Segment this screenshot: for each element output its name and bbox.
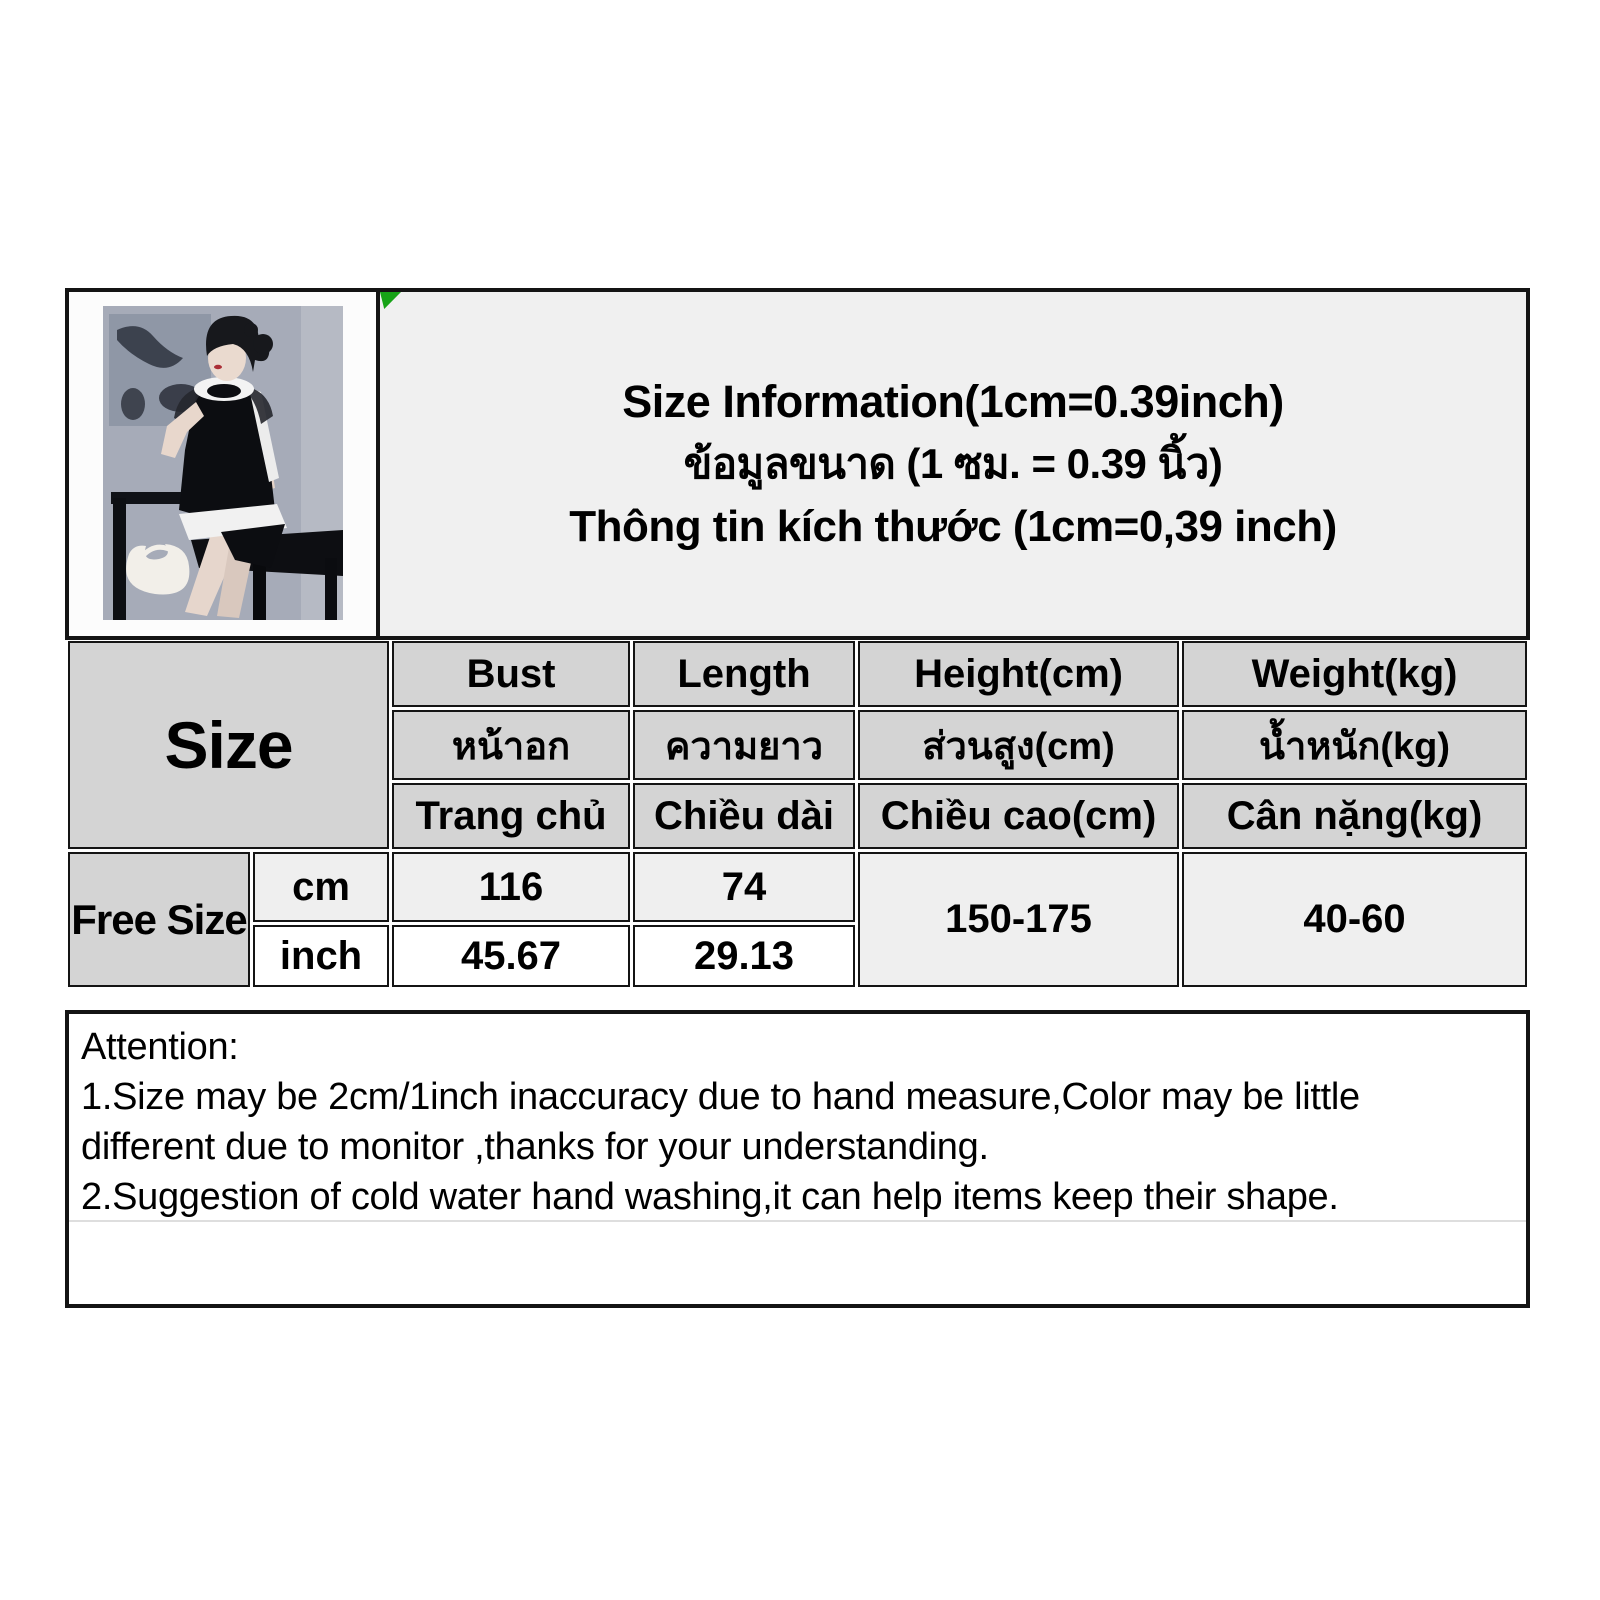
product-photo (103, 306, 343, 620)
size-corner-cell: Size (68, 641, 389, 849)
title-cell (380, 292, 1526, 636)
cell-weight-range: 40-60 (1182, 852, 1527, 987)
col-header-bust-th: หน้าอก (392, 710, 630, 780)
col-header-height-en: Height(cm) (858, 641, 1179, 707)
unit-label-cm: cm (253, 852, 389, 922)
header-section (65, 288, 1530, 640)
cell-bust-cm: 116 (392, 852, 630, 922)
cell-length-inch: 29.13 (633, 925, 855, 987)
cell-length-cm: 74 (633, 852, 855, 922)
title-english: Size Information(1cm=0.39inch) (622, 375, 1284, 427)
col-header-bust-en: Bust (392, 641, 630, 707)
title-thai: ข้อมูลขนาด (1 ซม. = 0.39 นิ้ว) (683, 440, 1223, 488)
product-photo-cell (69, 292, 380, 636)
col-header-height-th: ส่วนสูง(cm) (858, 710, 1179, 780)
green-corner-marker-icon (380, 292, 401, 309)
title-vietnamese: Thông tin kích thước (1cm=0,39 inch) (569, 501, 1337, 551)
col-header-weight-en: Weight(kg) (1182, 641, 1527, 707)
size-chart-sheet (65, 288, 1530, 1310)
attention-heading: Attention: (81, 1026, 239, 1068)
col-header-length-vi: Chiều dài (633, 783, 855, 849)
attention-note-2: 2.Suggestion of cold water hand washing,it can help items keep their shape. (81, 1176, 1339, 1218)
cell-height-range: 150-175 (858, 852, 1179, 987)
cell-bust-inch: 45.67 (392, 925, 630, 987)
size-table (65, 638, 1530, 990)
col-header-weight-th: น้ำหนัก(kg) (1182, 710, 1527, 780)
col-header-length-en: Length (633, 641, 855, 707)
lips (214, 365, 222, 369)
col-header-height-vi: Chiều cao(cm) (858, 783, 1179, 849)
product-photo-illustration (103, 306, 343, 620)
col-header-bust-vi: Trang chủ (392, 783, 630, 849)
attention-note-1b: different due to monitor ,thanks for your understanding. (81, 1126, 989, 1168)
col-header-length-th: ความยาว (633, 710, 855, 780)
gridline-artifact (69, 1220, 1526, 1222)
row-label-free-size: Free Size (68, 852, 250, 987)
unit-label-inch: inch (253, 925, 389, 987)
col-header-weight-vi: Cân nặng(kg) (1182, 783, 1527, 849)
attention-section (65, 1010, 1530, 1308)
attention-note-1a: 1.Size may be 2cm/1inch inaccuracy due to hand measure,Color may be little (81, 1076, 1360, 1118)
